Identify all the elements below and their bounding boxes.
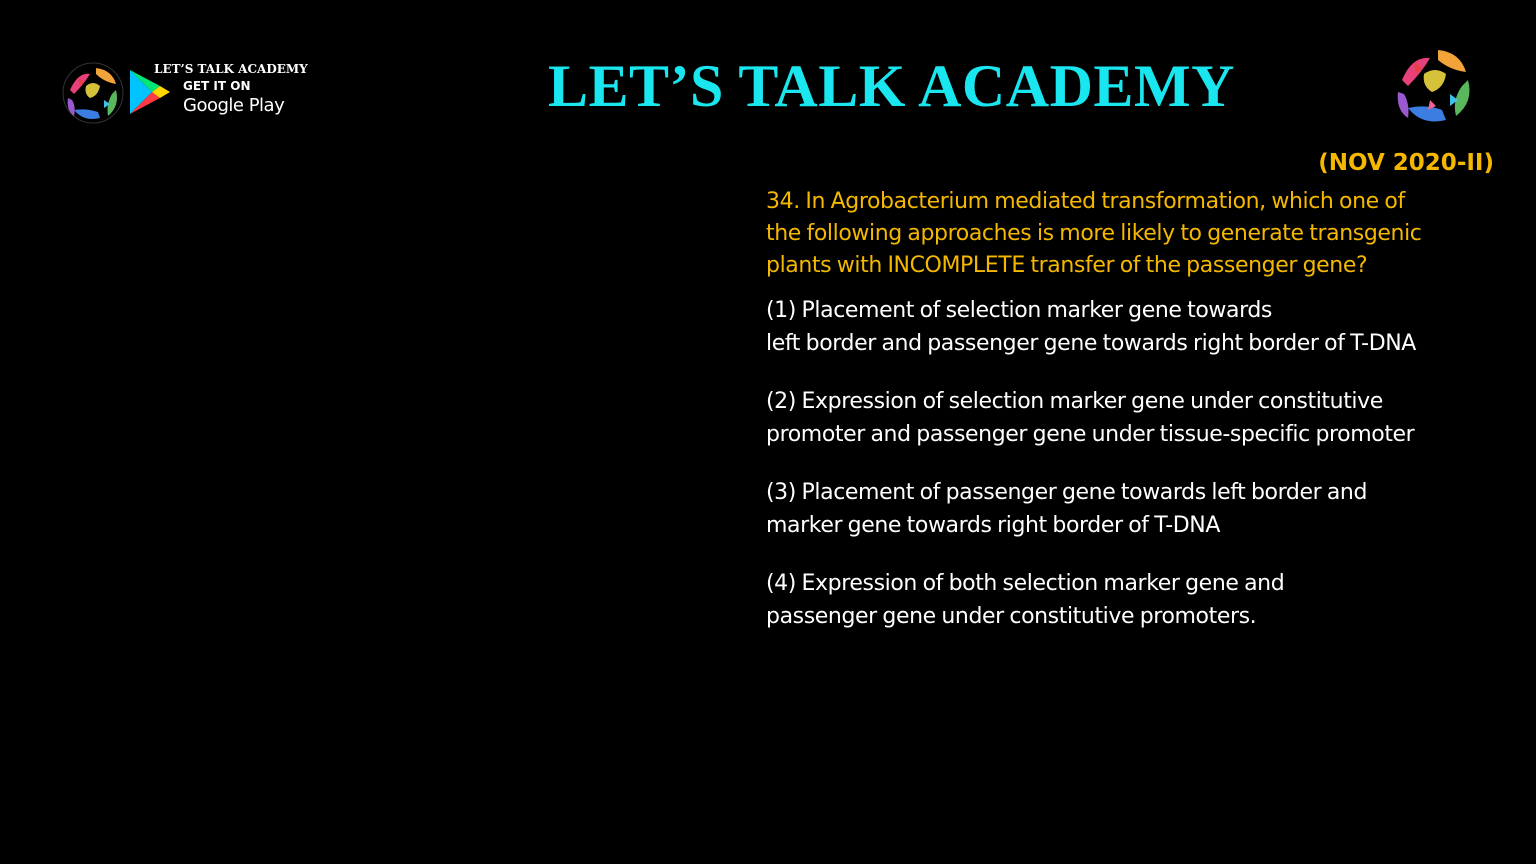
option-3 (766, 476, 1506, 542)
badge-get-it-on-label: GET IT ON (183, 79, 251, 93)
option-2 (766, 385, 1506, 451)
question-text (766, 186, 1506, 282)
option-line: marker gene towards right border of T-DNA (766, 513, 1221, 538)
badge-store-label: Google Play (183, 95, 285, 116)
academy-logo-icon (60, 60, 126, 126)
option-line: left border and passenger gene towards right border of T-DNA (766, 331, 1416, 356)
badge-brand-label: LET’S TALK ACADEMY (154, 62, 308, 76)
option-line: (2) Expression of selection marker gene under constitutive (766, 389, 1383, 414)
page-title: LET’S TALK ACADEMY (548, 53, 1235, 119)
question-line: the following approaches is more likely to generate transgenic (766, 221, 1422, 246)
exam-session-tag: (NOV 2020-II) (1318, 150, 1494, 176)
google-play-badge[interactable] (128, 62, 328, 122)
option-1 (766, 294, 1506, 360)
academy-logo-icon (1390, 40, 1480, 130)
question-line: 34. In Agrobacterium mediated transformation, which one of (766, 189, 1405, 214)
option-line: (4) Expression of both selection marker gene and (766, 571, 1285, 596)
question-block (766, 186, 1506, 633)
option-line: (3) Placement of passenger gene towards left border and (766, 480, 1368, 505)
option-line: passenger gene under constitutive promoters. (766, 604, 1257, 629)
question-line: plants with INCOMPLETE transfer of the passenger gene? (766, 253, 1368, 278)
option-4 (766, 567, 1506, 633)
option-line: promoter and passenger gene under tissue-specific promoter (766, 422, 1415, 447)
option-line: (1) Placement of selection marker gene towards (766, 298, 1272, 323)
